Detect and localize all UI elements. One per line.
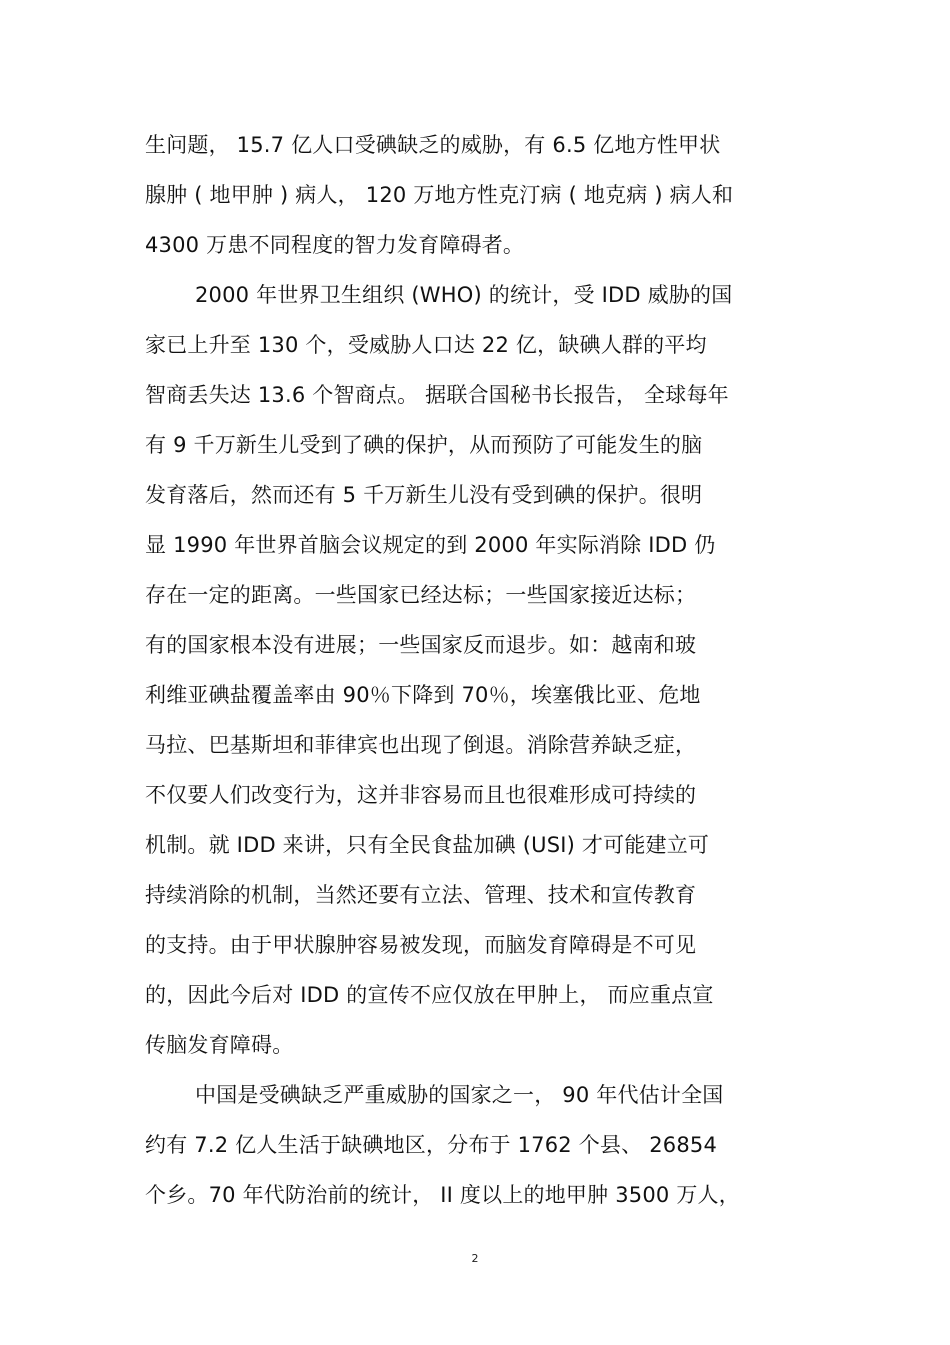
text-line: 有的国家根本没有进展；一些国家反而退步。如：越南和玻	[145, 633, 697, 657]
paragraph-start-line: 中国是受碘缺乏严重威胁的国家之一， 90 年代估计全国	[195, 1083, 724, 1107]
text-line: 有 9 千万新生儿受到了碘的保护，从而预防了可能发生的脑	[145, 433, 703, 457]
text-line: 机制。就 IDD 来讲，只有全民食盐加碘 (USI) 才可能建立可	[145, 833, 710, 857]
text-line: 存在一定的距离。一些国家已经达标；一些国家接近达标；	[145, 583, 697, 607]
text-line: 发育落后，然而还有 5 千万新生儿没有受到碘的保护。很明	[145, 483, 703, 507]
text-line: 4300 万患不同程度的智力发育障碍者。	[145, 233, 525, 257]
text-line: 个乡。70 年代防治前的统计， II 度以上的地甲肿 3500 万人，	[145, 1183, 740, 1207]
text-line: 家已上升至 130 个，受威胁人口达 22 亿，缺碘人群的平均	[145, 333, 707, 357]
text-line: 的，因此今后对 IDD 的宣传不应仅放在甲肿上， 而应重点宣	[145, 983, 714, 1007]
text-line: 约有 7.2 亿人生活于缺碘地区，分布于 1762 个县、 26854	[145, 1133, 718, 1157]
text-line: 不仅要人们改变行为，这并非容易而且也很难形成可持续的	[145, 783, 697, 807]
text-line: 持续消除的机制，当然还要有立法、管理、技术和宣传教育	[145, 883, 697, 907]
text-line: 生问题， 15.7 亿人口受碘缺乏的威胁，有 6.5 亿地方性甲状	[145, 133, 721, 157]
text-line: 马拉、巴基斯坦和菲律宾也出现了倒退。消除营养缺乏症，	[145, 733, 697, 757]
text-line: 的支持。由于甲状腺肿容易被发现，而脑发育障碍是不可见	[145, 933, 697, 957]
paragraph-start-line: 2000 年世界卫生组织 (WHO) 的统计，受 IDD 威胁的国	[195, 283, 733, 307]
text-line: 显 1990 年世界首脑会议规定的到 2000 年实际消除 IDD 仍	[145, 533, 716, 557]
page-number: 2	[471, 1252, 479, 1265]
text-line: 腺肿 ( 地甲肿 ) 病人， 120 万地方性克汀病 ( 地克病 ) 病人和	[145, 183, 734, 207]
text-line: 传脑发育障碍。	[145, 1033, 294, 1057]
text-line: 智商丢失达 13.6 个智商点。 据联合国秘书长报告， 全球每年	[145, 383, 729, 407]
text-line: 利维亚碘盐覆盖率由 90％下降到 70％，埃塞俄比亚、危地	[145, 683, 701, 707]
